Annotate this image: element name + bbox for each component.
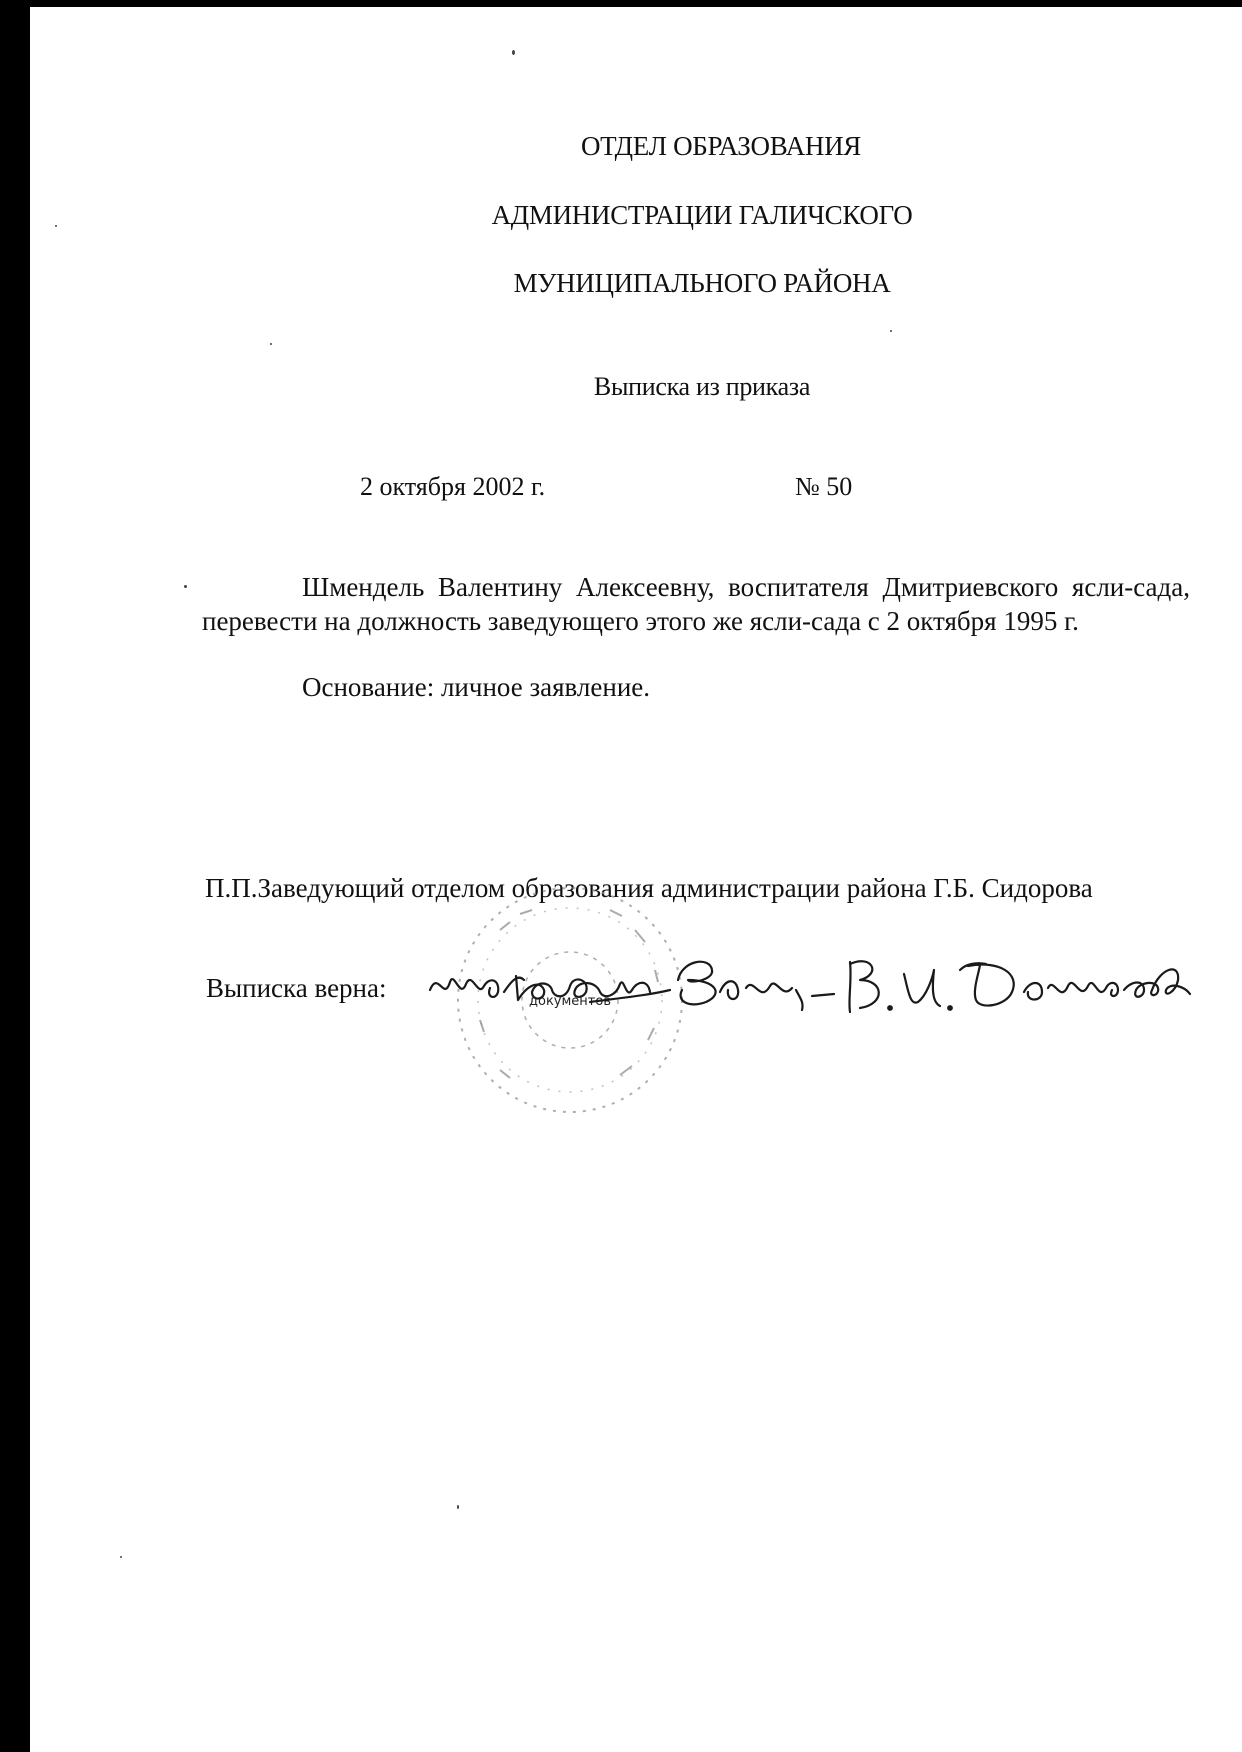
header-administration: АДМИНИСТРАЦИИ ГАЛИЧСКОГО	[491, 200, 913, 230]
scan-speck	[270, 343, 272, 345]
document-title: Выписка из приказа	[593, 372, 811, 401]
scan-speck	[512, 50, 515, 55]
scan-border-left	[0, 0, 30, 1752]
handwritten-signature	[420, 940, 1240, 1030]
order-number: № 50	[795, 472, 853, 501]
verification-label: Выписка верна:	[206, 973, 387, 1003]
scan-speck	[457, 1505, 459, 1509]
order-date: 2 октября 2002 г.	[360, 472, 546, 501]
order-basis: Основание: личное заявление.	[302, 672, 651, 702]
scan-speck	[184, 585, 187, 588]
scan-border-top	[0, 0, 1242, 7]
order-paragraph: Шмендель Валентину Алексеевну, воспитателя Дмитриевского ясли-сада, перевести на должность заведующего этого же ясли-сада с 2 октября 1995 г.	[202, 572, 1190, 636]
header-department: ОТДЕЛ ОБРАЗОВАНИЯ	[580, 131, 862, 161]
stamp-text: документов	[529, 994, 611, 1009]
signer-line: П.П.Заведующий отделом образования администрации района Г.Б. Сидорова	[205, 873, 1093, 903]
scan-speck	[890, 330, 892, 332]
scan-speck	[120, 1556, 122, 1558]
header-district: МУНИЦИПАЛЬНОГО РАЙОНА	[513, 268, 891, 298]
scan-speck	[55, 225, 57, 227]
